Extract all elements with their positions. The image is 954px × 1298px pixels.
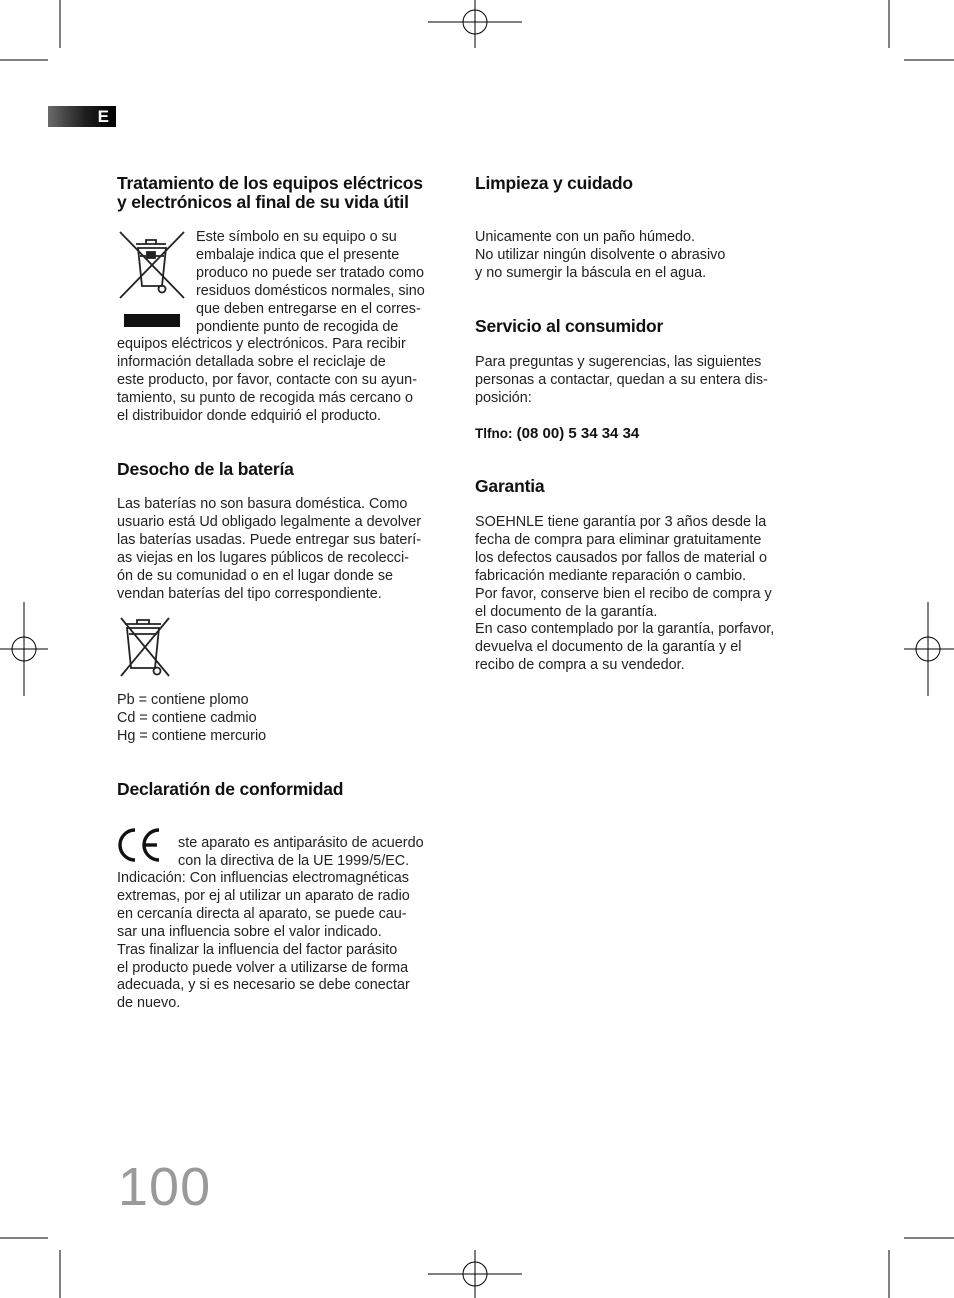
page-number: 100 — [118, 1157, 212, 1217]
weee-text-below-icon: equipos eléctricos y electrónicos. Para recibir información detallada sobre el reciclaje de este producto, por favor, contacte con su ayun- tamiento, su punto de recogida más cercano o el distribuidor donde edquirió el producto. — [117, 336, 417, 424]
service-text: Para preguntas y sugerencias, las siguientes personas a contactar, quedan a su entera dis- posición: — [475, 354, 768, 406]
conformity-text-below-logo: Indicación: Con influencias electromagnéticas extremas, por ej al utilizar un aparato de radio en cercanía directa al aparato, se puede cau- sar una influencia sobre el valor indicado. Tras finalizar la influencia del factor parásito el producto puede volver a utilizarse de forma adecuada, y si es necesario se debe conectar de nuevo. — [117, 870, 410, 1012]
crossed-out-bin-icon — [117, 614, 173, 680]
weee-title — [117, 174, 457, 212]
weee-text-beside-icon: Este símbolo en su equipo o su embalaje indica que el presente produco no puede ser tratado como residuos domésticos normales, sino que deben entregarse en el corres- pondiente punto de recogida de — [196, 229, 425, 335]
warranty-text: SOEHNLE tiene garantía por 3 años desde la fecha de compra para eliminar gratuitamente los defectos causados por fallos de material o fabricación mediante reparación o cambio. Por favor, conserve bien el recibo de compra y el documento de la garantía. En caso contemplado por la garantía, porfavor, devuelva el documento de la garantía y el recibo de compra a su vendedor. — [475, 514, 775, 674]
registration-target-icon — [428, 1250, 522, 1298]
chemical-item-hg: Hg = contiene mercurio — [117, 727, 267, 744]
chemical-list — [117, 692, 457, 746]
weee-title-line2: y electrónicos al final de su vida útil — [117, 192, 409, 212]
service-phone — [475, 425, 815, 442]
cleaning-text: Unicamente con un paño húmedo. No utilizar ningún disolvente o abrasivo y no sumergir la báscula en el agua. — [475, 229, 726, 281]
chemical-item-cd: Cd = contiene cadmio — [117, 709, 257, 726]
ce-mark-icon — [115, 826, 163, 864]
registration-target-icon — [904, 602, 954, 696]
chemical-item-pb: Pb = contiene plomo — [117, 692, 249, 708]
registration-target-icon — [0, 602, 48, 696]
conformity-text-beside-logo: ste aparato es antiparásito de acuerdo con la directiva de la UE 1999/5/EC. — [178, 835, 424, 869]
language-tab — [48, 106, 116, 127]
service-title: Servicio al consumidor — [475, 316, 664, 336]
phone-number: (08 00) 5 34 34 34 — [516, 425, 640, 442]
conformity-title: Declaratión de conformidad — [117, 779, 344, 799]
weee-title-line1: Tratamiento de los equipos eléctricos — [117, 173, 423, 193]
language-tab-label: E — [97, 107, 109, 126]
battery-text: Las baterías no son basura doméstica. Como usuario está Ud obligado legalmente a devolver las baterías usadas. Puede entregar sus baterí- as viejas en los lugares públicos de recolecci- ón de su comunidad o en el lugar donde se vendan baterías del tipo correspondiente. — [117, 496, 421, 602]
cleaning-title: Limpieza y cuidado — [475, 173, 633, 193]
battery-title: Desocho de la batería — [117, 459, 294, 479]
phone-label: Tlfno: — [475, 426, 513, 441]
warranty-title: Garantia — [475, 476, 545, 496]
registration-target-icon — [428, 0, 522, 48]
crossed-out-wheelie-bin-icon — [118, 230, 186, 328]
